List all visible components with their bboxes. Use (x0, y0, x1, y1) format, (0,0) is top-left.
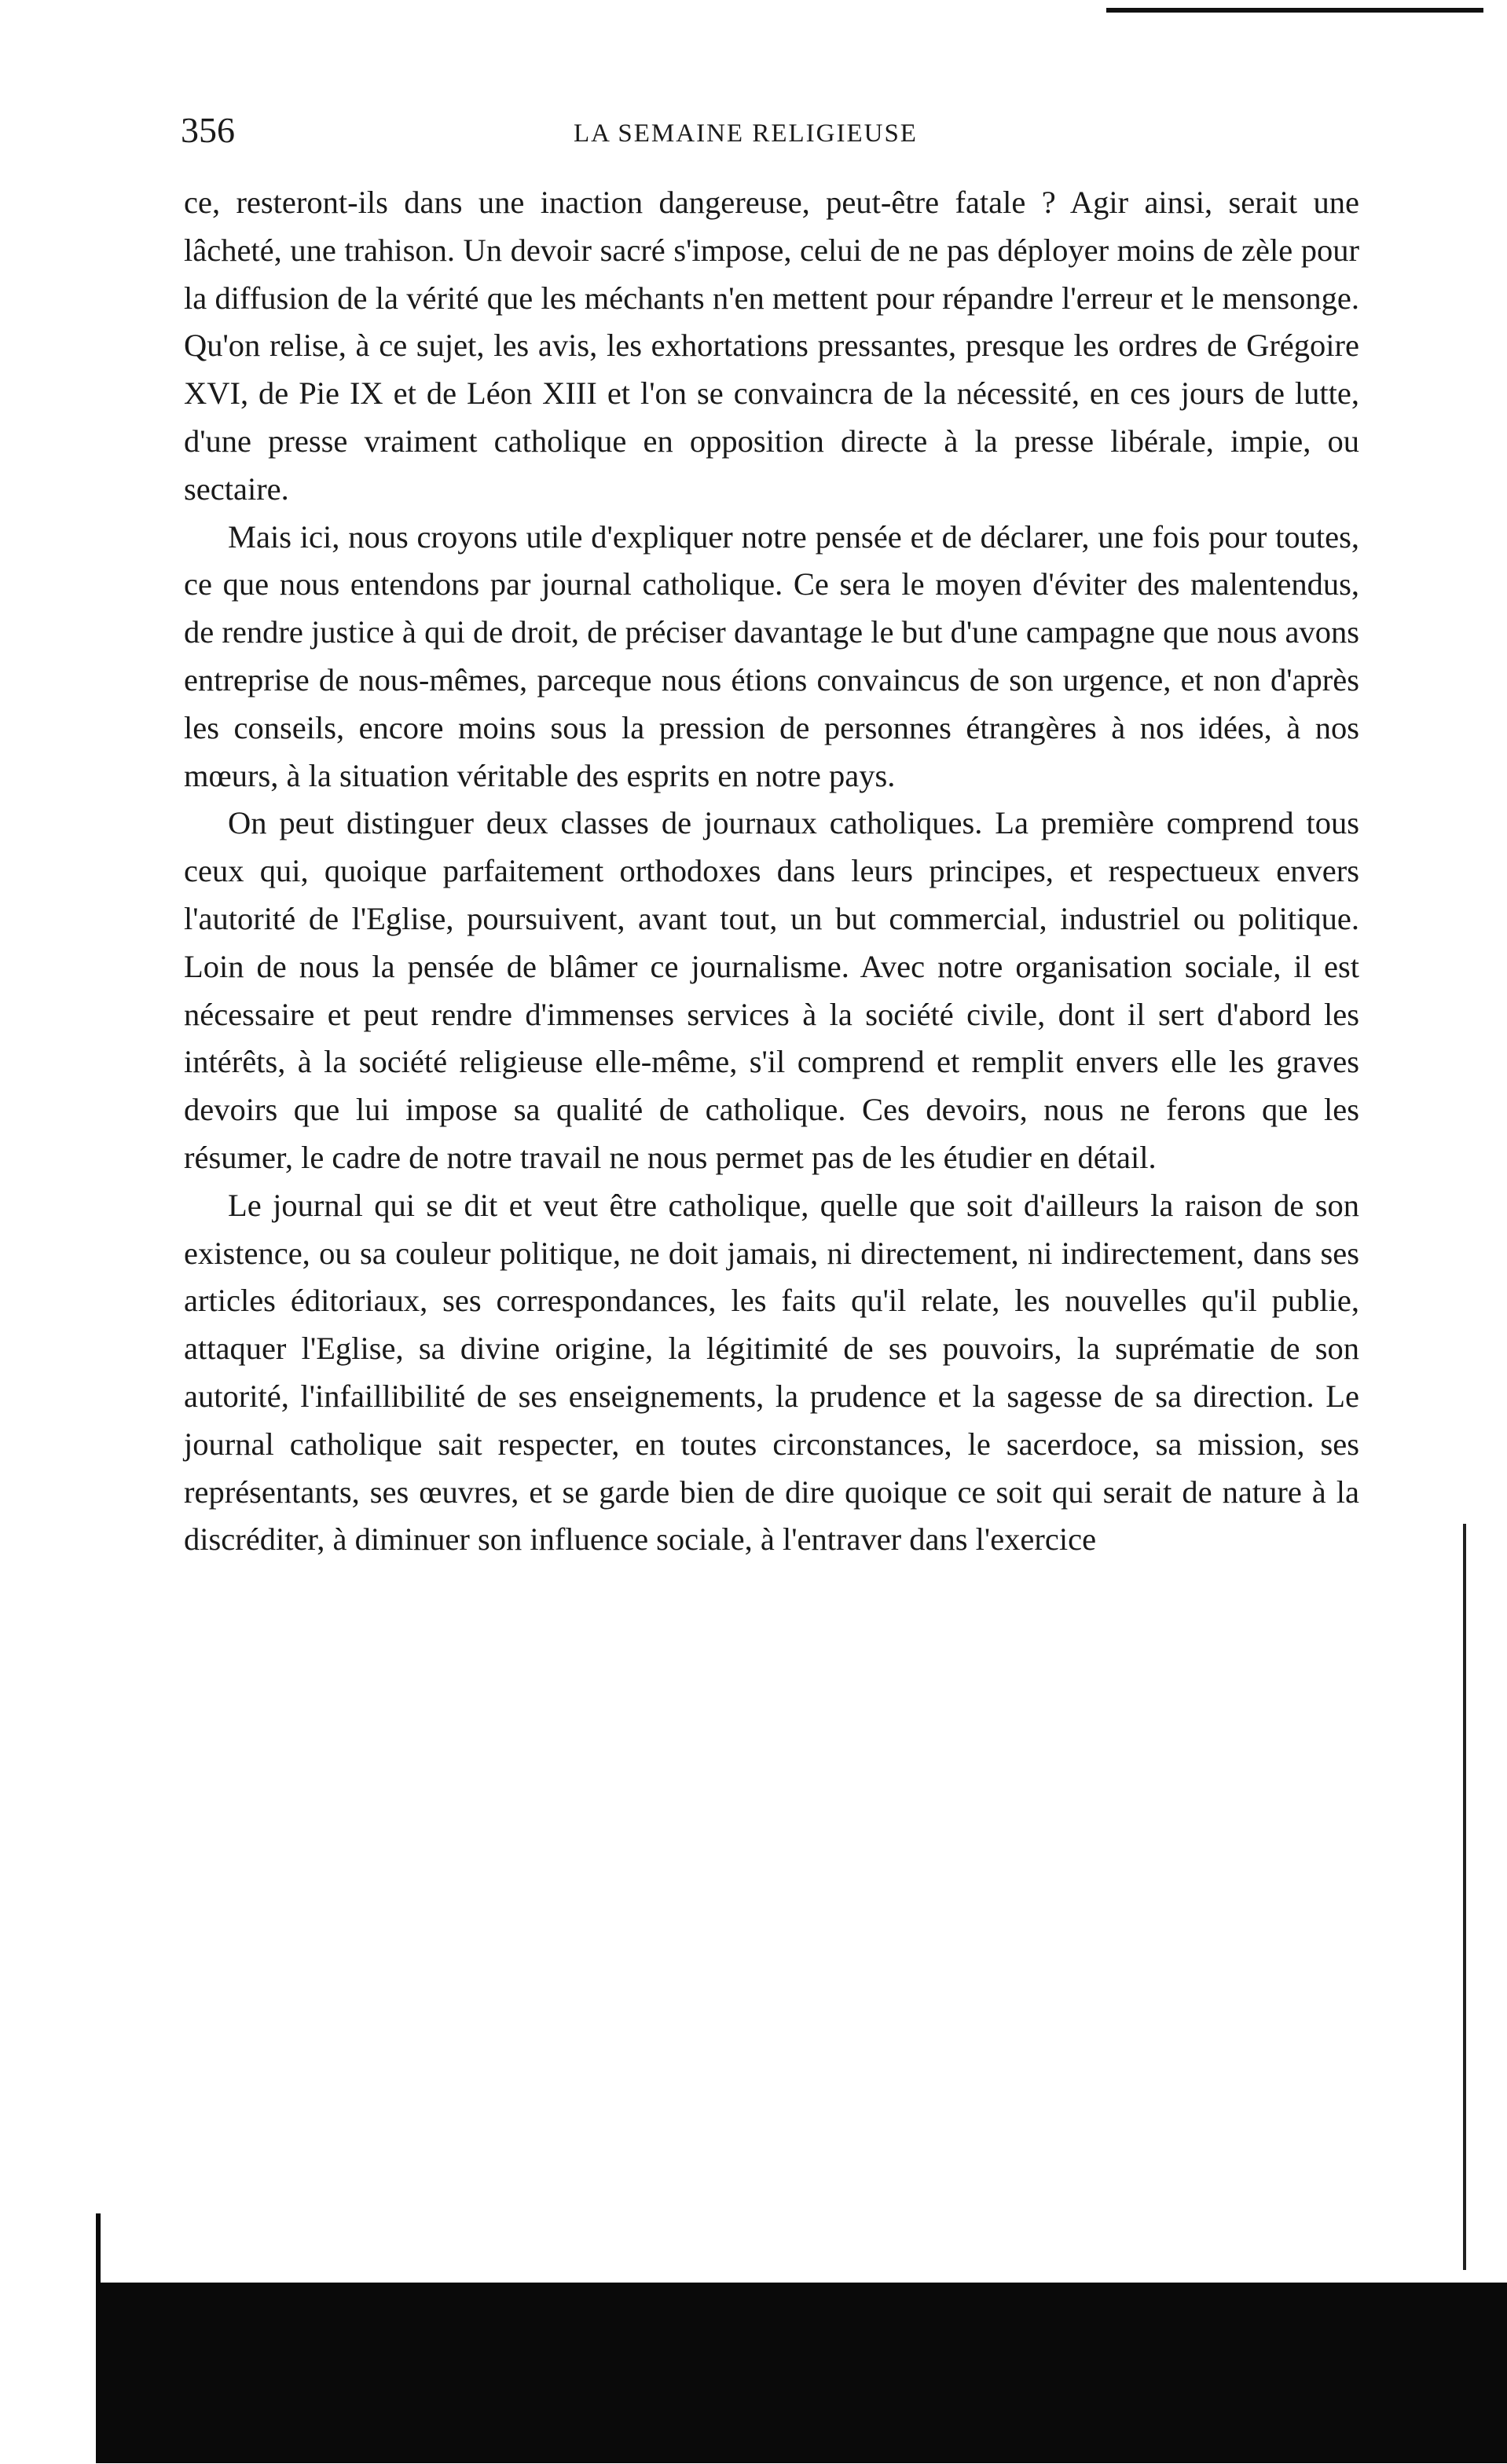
paragraph-2: Mais ici, nous croyons utile d'expliquer notre pensée et de déclarer, une fois pour toutes, ce que nous entendons par journal catholique. Ce sera le moyen d'éviter des malentendus, de rendre justice à qui de droit, de préciser davantage le but d'une campagne que nous avons entreprise de nous-mêmes, parceque nous étions convaincus de son urgence, et non d'après les conseils, encore moins sous la pression de personnes étrangères à nos idées, à nos mœurs, à la situation véritable des esprits en notre pays. (184, 518, 1359, 793)
page-number: 356 (181, 110, 235, 150)
paragraph-1: ce, resteront-ils dans une inaction dangereuse, peut-être fatale ? Agir ainsi, serait une lâcheté, une trahison. Un devoir sacré s'impose, celui de ne pas déployer moins de zèle pour la diffusion de la vérité que les méchants n'en mettent pour répandre l'erreur et le mensonge. Qu'on relise, à ce sujet, les avis, les exhortations pressantes, presque les ordres de Grégoire XVI, de Pie IX et de Léon XIII et l'on se convaincra de la nécessité, en ces jours de lutte, d'une presse vraiment catholique en opposition directe à la presse libérale, impie, ou sectaire. (184, 185, 1359, 507)
paragraph-3: On peut distinguer deux classes de journaux catholiques. La première comprend tous ceux qui, quoique parfaitement orthodoxes dans leurs principes, et respectueux envers l'autorité de l'Eglise, poursuivent, avant tout, un but commercial, industriel ou politique. Loin de nous la pensée de blâmer ce journalisme. Avec notre organisation sociale, il est nécessaire et peut rendre d'immenses services à la société civile, dont il sert d'abord les intérêts, à la société religieuse elle-même, s'il comprend et remplit envers elle les graves devoirs que lui impose sa qualité de catholique. Ces devoirs, nous ne ferons que les résumer, le cadre de notre travail ne nous permet pas de les étudier en détail. (184, 805, 1359, 1175)
body-text (184, 179, 1359, 1564)
running-title: LA SEMAINE RELIGIEUSE (574, 119, 918, 148)
scan-border-tail (96, 2213, 101, 2284)
scan-border-bar (96, 2283, 1507, 2463)
top-edge-rule (1106, 8, 1483, 13)
page-header (181, 107, 1359, 154)
right-margin-rule (1463, 1524, 1466, 2270)
paragraph-4: Le journal qui se dit et veut être catholique, quelle que soit d'ailleurs la raison de son existence, ou sa couleur politique, ne doit jamais, ni directement, ni indirectement, dans ses articles éditoriaux, ses correspondances, les faits qu'il relate, les nouvelles qu'il publie, attaquer l'Eglise, sa divine origine, la légitimité de ses pouvoirs, la suprématie de son autorité, l'infaillibilité de ses enseignements, la prudence et la sagesse de sa direction. Le journal catholique sait respecter, en toutes circonstances, le sacerdoce, sa mission, ses représentants, ses œuvres, et se garde bien de dire quoique ce soit qui serait de nature à la discréditer, à diminuer son influence sociale, à l'entraver dans l'exercice (184, 1187, 1359, 1558)
